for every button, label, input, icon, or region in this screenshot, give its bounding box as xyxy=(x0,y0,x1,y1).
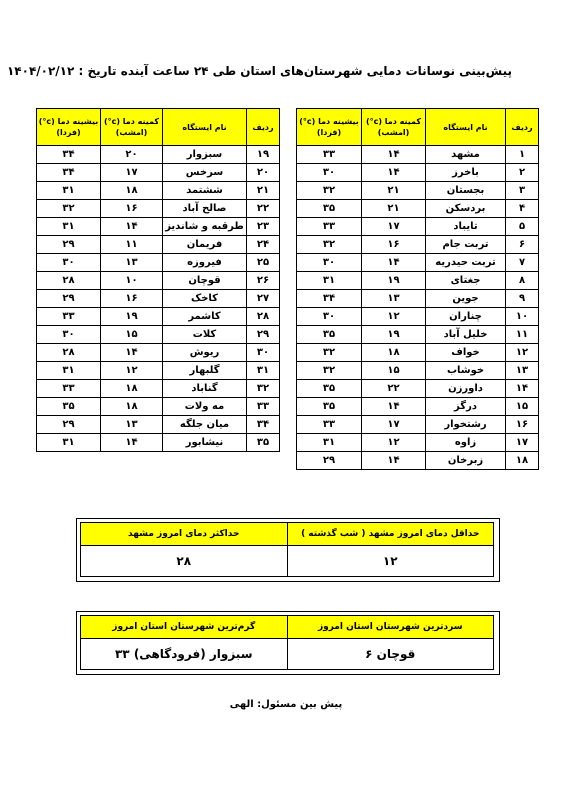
warmest-county-value: سبزوار (فرودگاهی) ۳۳ xyxy=(81,639,288,670)
min-temp-cell: ۱۶ xyxy=(101,290,163,308)
min-temp-cell: ۱۳ xyxy=(101,416,163,434)
table-row xyxy=(37,146,280,164)
header-max-temp: بیشینه دما (c°) (فردا) xyxy=(297,109,362,146)
header-station: نام ایستگاه xyxy=(163,109,247,146)
row-number-cell: ۳۲ xyxy=(247,380,280,398)
max-temp-cell: ۲۹ xyxy=(37,236,101,254)
max-temp-cell: ۳۳ xyxy=(297,416,362,434)
station-name-cell: صالح آباد xyxy=(163,200,247,218)
max-temp-cell: ۳۴ xyxy=(37,146,101,164)
table-row xyxy=(297,452,539,470)
max-temp-cell: ۳۳ xyxy=(37,380,101,398)
min-temp-cell: ۱۳ xyxy=(101,254,163,272)
table-row xyxy=(297,272,539,290)
row-number-cell: ۱۹ xyxy=(247,146,280,164)
row-number-cell: ۲۷ xyxy=(247,290,280,308)
min-temp-cell: ۱۴ xyxy=(362,164,426,182)
station-name-cell: گلبهار xyxy=(163,362,247,380)
min-temp-cell: ۱۹ xyxy=(362,272,426,290)
station-name-cell: بردسکن xyxy=(426,200,506,218)
table-row xyxy=(37,164,280,182)
table-row xyxy=(37,380,280,398)
mashhad-min-value: ۱۲ xyxy=(287,546,494,577)
min-temp-cell: ۲۲ xyxy=(362,380,426,398)
station-name-cell: خواف xyxy=(426,344,506,362)
station-name-cell: تربت جام xyxy=(426,236,506,254)
max-temp-cell: ۳۴ xyxy=(297,290,362,308)
station-name-cell: فریمان xyxy=(163,236,247,254)
station-name-cell: کلات xyxy=(163,326,247,344)
station-name-cell: مشهد xyxy=(426,146,506,164)
header-min-temp: کمینه دما (c°) (امشب) xyxy=(362,109,426,146)
min-temp-cell: ۱۲ xyxy=(101,362,163,380)
min-temp-cell: ۱۷ xyxy=(362,416,426,434)
max-temp-cell: ۳۳ xyxy=(297,146,362,164)
min-temp-cell: ۱۴ xyxy=(362,452,426,470)
min-temp-cell: ۱۸ xyxy=(101,380,163,398)
row-number-cell: ۱۳ xyxy=(506,362,539,380)
min-temp-cell: ۱۵ xyxy=(362,362,426,380)
row-number-cell: ۷ xyxy=(506,254,539,272)
station-name-cell: داورزن xyxy=(426,380,506,398)
mashhad-min-label: حداقل دمای امروز مشهد ( شب گذشته ) xyxy=(287,523,494,546)
table-row xyxy=(37,344,280,362)
max-temp-cell: ۳۲ xyxy=(297,362,362,380)
max-temp-cell: ۲۹ xyxy=(37,416,101,434)
table-row xyxy=(297,218,539,236)
row-number-cell: ۲۱ xyxy=(247,182,280,200)
row-number-cell: ۳۳ xyxy=(247,398,280,416)
station-name-cell: بجستان xyxy=(426,182,506,200)
row-number-cell: ۱۰ xyxy=(506,308,539,326)
min-temp-cell: ۲۱ xyxy=(362,200,426,218)
station-name-cell: کاخک xyxy=(163,290,247,308)
min-temp-cell: ۱۲ xyxy=(362,434,426,452)
table-row xyxy=(37,272,280,290)
table-row xyxy=(297,344,539,362)
table-row xyxy=(37,326,280,344)
min-temp-cell: ۱۸ xyxy=(362,344,426,362)
row-number-cell: ۳ xyxy=(506,182,539,200)
row-number-cell: ۲۵ xyxy=(247,254,280,272)
min-temp-cell: ۱۹ xyxy=(101,308,163,326)
max-temp-cell: ۳۱ xyxy=(37,182,101,200)
max-temp-cell: ۳۵ xyxy=(297,380,362,398)
max-temp-cell: ۳۰ xyxy=(37,254,101,272)
row-number-cell: ۱۶ xyxy=(506,416,539,434)
min-temp-cell: ۱۶ xyxy=(362,236,426,254)
table-row xyxy=(297,200,539,218)
table-row xyxy=(297,164,539,182)
max-temp-cell: ۳۱ xyxy=(37,218,101,236)
station-name-cell: سبزوار xyxy=(163,146,247,164)
row-number-cell: ۴ xyxy=(506,200,539,218)
station-name-cell: درگز xyxy=(426,398,506,416)
min-temp-cell: ۱۸ xyxy=(101,398,163,416)
station-name-cell: زبرخان xyxy=(426,452,506,470)
table-row xyxy=(37,308,280,326)
station-name-cell: جوین xyxy=(426,290,506,308)
temperature-table-left xyxy=(36,108,280,452)
row-number-cell: ۱۴ xyxy=(506,380,539,398)
max-temp-cell: ۳۱ xyxy=(297,434,362,452)
station-name-cell: ریوش xyxy=(163,344,247,362)
header-max-temp: بیشینه دما (c°) (فردا) xyxy=(37,109,101,146)
page-title: پیش‌بینی نوسانات دمایی شهرستان‌های استان طی ۲۴ ساعت آینده تاریخ : ۱۴۰۴/۰۲/۱۲ xyxy=(6,64,512,78)
station-name-cell: تربت حیدریه xyxy=(426,254,506,272)
row-number-cell: ۱۵ xyxy=(506,398,539,416)
station-name-cell: رشتخوار xyxy=(426,416,506,434)
row-number-cell: ۹ xyxy=(506,290,539,308)
header-row-number: ردیف xyxy=(247,109,280,146)
min-temp-cell: ۱۸ xyxy=(101,182,163,200)
table-row xyxy=(37,434,280,452)
station-name-cell: چناران xyxy=(426,308,506,326)
max-temp-cell: ۳۰ xyxy=(297,254,362,272)
table-row xyxy=(37,398,280,416)
table-row xyxy=(37,182,280,200)
table-row xyxy=(37,254,280,272)
max-temp-cell: ۳۲ xyxy=(37,200,101,218)
table-header-row xyxy=(37,109,280,146)
max-temp-cell: ۳۳ xyxy=(37,308,101,326)
station-name-cell: طرقبه و شاندیز xyxy=(163,218,247,236)
max-temp-cell: ۳۳ xyxy=(297,218,362,236)
row-number-cell: ۳۵ xyxy=(247,434,280,452)
row-number-cell: ۱ xyxy=(506,146,539,164)
table-row xyxy=(37,362,280,380)
mashhad-max-label: حداکثر دمای امروز مشهد xyxy=(81,523,288,546)
table-row xyxy=(297,326,539,344)
row-number-cell: ۸ xyxy=(506,272,539,290)
station-name-cell: مه ولات xyxy=(163,398,247,416)
table-row xyxy=(297,182,539,200)
min-temp-cell: ۱۴ xyxy=(101,434,163,452)
row-number-cell: ۲۸ xyxy=(247,308,280,326)
coldest-county-value: قوچان ۶ xyxy=(287,639,494,670)
min-temp-cell: ۱۷ xyxy=(362,218,426,236)
min-temp-cell: ۱۴ xyxy=(362,398,426,416)
row-number-cell: ۲ xyxy=(506,164,539,182)
table-row xyxy=(297,398,539,416)
row-number-cell: ۲۶ xyxy=(247,272,280,290)
table-row xyxy=(297,146,539,164)
min-temp-cell: ۲۰ xyxy=(101,146,163,164)
min-temp-cell: ۱۴ xyxy=(101,344,163,362)
row-number-cell: ۳۱ xyxy=(247,362,280,380)
table-row xyxy=(37,200,280,218)
row-number-cell: ۲۹ xyxy=(247,326,280,344)
max-temp-cell: ۳۴ xyxy=(37,164,101,182)
max-temp-cell: ۳۵ xyxy=(297,200,362,218)
row-number-cell: ۲۴ xyxy=(247,236,280,254)
max-temp-cell: ۳۰ xyxy=(297,164,362,182)
header-min-temp: کمینه دما (c°) (امشب) xyxy=(101,109,163,146)
table-row xyxy=(37,416,280,434)
table-row xyxy=(297,434,539,452)
max-temp-cell: ۳۱ xyxy=(37,362,101,380)
table-row xyxy=(297,308,539,326)
station-name-cell: میان جلگه xyxy=(163,416,247,434)
max-temp-cell: ۳۲ xyxy=(297,182,362,200)
min-temp-cell: ۱۹ xyxy=(362,326,426,344)
row-number-cell: ۲۰ xyxy=(247,164,280,182)
max-temp-cell: ۳۵ xyxy=(297,398,362,416)
warmest-county-label: گرم‌ترین شهرستان استان امروز xyxy=(81,616,288,639)
table-header-row xyxy=(297,109,539,146)
min-temp-cell: ۱۳ xyxy=(362,290,426,308)
max-temp-cell: ۲۸ xyxy=(37,344,101,362)
row-number-cell: ۲۳ xyxy=(247,218,280,236)
row-number-cell: ۳۴ xyxy=(247,416,280,434)
table-row xyxy=(297,236,539,254)
station-name-cell: کاشمر xyxy=(163,308,247,326)
header-row-number: ردیف xyxy=(506,109,539,146)
table-row xyxy=(297,362,539,380)
max-temp-cell: ۳۱ xyxy=(37,434,101,452)
station-name-cell: نیشابور xyxy=(163,434,247,452)
table-row xyxy=(297,380,539,398)
row-number-cell: ۱۲ xyxy=(506,344,539,362)
summary-mashhad-table xyxy=(80,522,494,577)
min-temp-cell: ۱۴ xyxy=(362,146,426,164)
table-row xyxy=(297,254,539,272)
station-name-cell: تایباد xyxy=(426,218,506,236)
table-row xyxy=(297,416,539,434)
row-number-cell: ۶ xyxy=(506,236,539,254)
max-temp-cell: ۳۲ xyxy=(297,344,362,362)
station-name-cell: فیروزه xyxy=(163,254,247,272)
min-temp-cell: ۱۴ xyxy=(362,254,426,272)
station-name-cell: قوچان xyxy=(163,272,247,290)
min-temp-cell: ۱۰ xyxy=(101,272,163,290)
row-number-cell: ۵ xyxy=(506,218,539,236)
summary-county-table xyxy=(80,615,494,670)
max-temp-cell: ۲۹ xyxy=(297,452,362,470)
coldest-county-label: سردترین شهرستان استان امروز xyxy=(287,616,494,639)
station-name-cell: باخرز xyxy=(426,164,506,182)
table-row xyxy=(37,236,280,254)
min-temp-cell: ۱۵ xyxy=(101,326,163,344)
row-number-cell: ۱۷ xyxy=(506,434,539,452)
station-name-cell: زاوه xyxy=(426,434,506,452)
min-temp-cell: ۱۶ xyxy=(101,200,163,218)
station-name-cell: جغتای xyxy=(426,272,506,290)
max-temp-cell: ۳۰ xyxy=(297,308,362,326)
row-number-cell: ۱۱ xyxy=(506,326,539,344)
temperature-table-right xyxy=(296,108,539,470)
station-name-cell: گناباد xyxy=(163,380,247,398)
max-temp-cell: ۳۵ xyxy=(37,398,101,416)
max-temp-cell: ۳۵ xyxy=(297,326,362,344)
station-name-cell: خلیل آباد xyxy=(426,326,506,344)
min-temp-cell: ۱۲ xyxy=(362,308,426,326)
max-temp-cell: ۳۱ xyxy=(297,272,362,290)
row-number-cell: ۱۸ xyxy=(506,452,539,470)
row-number-cell: ۳۰ xyxy=(247,344,280,362)
station-name-cell: خوشاب xyxy=(426,362,506,380)
max-temp-cell: ۳۲ xyxy=(297,236,362,254)
row-number-cell: ۲۲ xyxy=(247,200,280,218)
table-row xyxy=(37,290,280,308)
mashhad-max-value: ۲۸ xyxy=(81,546,288,577)
station-name-cell: سرخس xyxy=(163,164,247,182)
table-row xyxy=(37,218,280,236)
max-temp-cell: ۲۸ xyxy=(37,272,101,290)
max-temp-cell: ۳۰ xyxy=(37,326,101,344)
min-temp-cell: ۱۴ xyxy=(101,218,163,236)
min-temp-cell: ۲۱ xyxy=(362,182,426,200)
table-row xyxy=(297,290,539,308)
header-station: نام ایستگاه xyxy=(426,109,506,146)
station-name-cell: ششتمد xyxy=(163,182,247,200)
forecaster-credit: پیش بین مسئول: الهی xyxy=(229,699,343,710)
min-temp-cell: ۱۷ xyxy=(101,164,163,182)
min-temp-cell: ۱۱ xyxy=(101,236,163,254)
max-temp-cell: ۲۹ xyxy=(37,290,101,308)
